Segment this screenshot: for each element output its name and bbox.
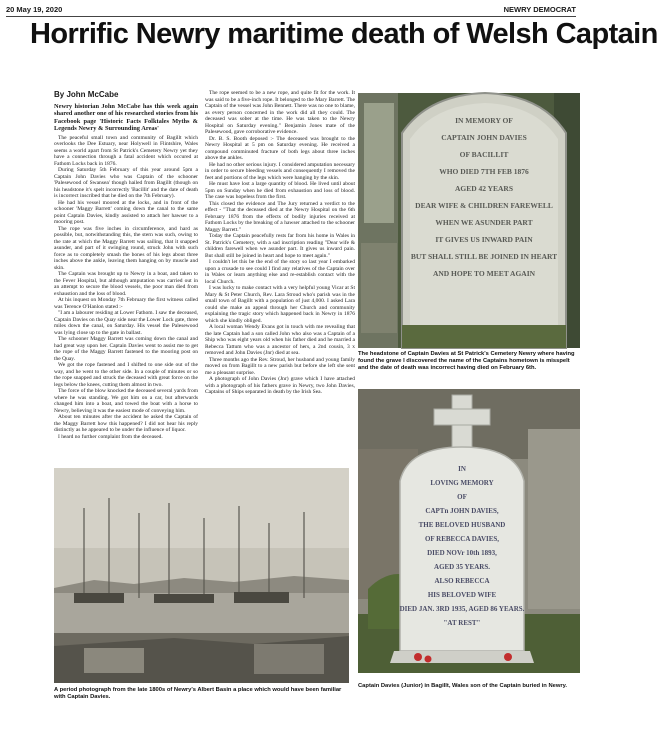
article-column-1 bbox=[54, 90, 198, 465]
column-2-body bbox=[205, 90, 355, 396]
paragraph: The force of the blow knocked the deceased several yards from where he was standing. We got him on a car, but afterwards changed him into a boat, and towed the boat with a horse to Newry, believing it was the easiest mode of conveying him. bbox=[54, 388, 198, 414]
paragraph: A photograph of John Davies (Jnr) grave which I have attached with a photograph of his fathers grave in Newry, two John Davies, Captains of Ships separated in death by the Irish Sea. bbox=[205, 376, 355, 395]
grave-photo bbox=[358, 389, 580, 673]
inscription-line: HIS BELOVED WIFE bbox=[427, 591, 497, 599]
intro-paragraph: Newry historian John McCabe has this week again shared another one of his researched stories from his Facebook page 'Historic Facts Folktales Myths & Legends Newry & Surrounding Areas' bbox=[54, 103, 198, 133]
paragraph: During Saturday 5th February of this year around 5pm a Captain John Davies who was Captain of the schooner 'Palesewood of Swansea' though hailed from Bagillt (though on his headstone it's spelt incorrectly 'Bacillit' and the date of death is incorrect inscribed that he died on the 7th February). bbox=[54, 167, 198, 200]
inscription-line: IT GIVES US INWARD PAIN bbox=[435, 235, 533, 244]
paragraph: He had his vessel moored at the locks, and in front of the schooner 'Maggy Barrett' coming down the canal to the same point Captain Davies, kindly assisted to attach her hawser to a mooring post. bbox=[54, 199, 198, 226]
paragraph: Dr. B. S. Booth deposed :- The deceased was brought to the Newry Hospital at 5 pm on Saturday evening. He received a compound comminuted fracture of both legs about three inches above the ankles. bbox=[205, 135, 355, 161]
byline: By John McCabe bbox=[54, 90, 119, 99]
inscription-line: "AT REST" bbox=[443, 619, 481, 627]
inscription-line: WHEN WE ASUNDER PART bbox=[435, 218, 533, 227]
inscription-line: IN bbox=[458, 465, 466, 473]
inscription-line: AGED 35 YEARS. bbox=[434, 563, 490, 571]
inscription-line: ALSO REBECCA bbox=[434, 577, 490, 585]
inscription-line: THE BELOVED HUSBAND bbox=[418, 521, 506, 529]
inscription-line: OF BACILLIT bbox=[459, 150, 509, 159]
inscription-line: AGED 42 YEARS bbox=[454, 184, 514, 193]
paragraph: At his inquest on Monday 7th February the first witness called was Terence O'Hanlon stated :- bbox=[54, 297, 198, 310]
inscription-line: DIED NOVr 10th 1893, bbox=[427, 549, 497, 557]
inscription-line: DIED JAN. 3RD 1935, AGED 86 YEARS. bbox=[399, 605, 525, 613]
headline: Horrific Newry maritime death of Welsh Captain bbox=[30, 18, 658, 50]
page-header bbox=[6, 2, 576, 17]
paragraph: I was lucky to make contact with a very helpful young Vicar at St Mary & St Peter Church, Rev. Lara Stroud who's parish was in the small town of Bagillt with a population of just 4,000. I asked Lara could she make an appeal through her Church and community explaining the tragic story which happened back in Newry in 1876 which she kindly obliged. bbox=[205, 285, 355, 324]
inscription-line: WHO DIED 7TH FEB 1876 bbox=[439, 167, 529, 176]
paragraph: Three months ago the Rev. Stroud, her husband and young family moved on from Bagillt to a new parish but before she left she sent me a pleasant surprise. bbox=[205, 356, 355, 376]
paragraph: Today the Captain peacefully rests far from his home in Wales in St. Patrick's Cemetery, with a sad inscription reading "Dear wife & children farewell when we asunder part. It gives us inward pain. But shall still be joined in heart and hope to meet again." bbox=[205, 233, 355, 259]
albert-basin-photo bbox=[54, 468, 349, 683]
paragraph: This closed the evidence and The Jury returned a verdict to the effect - "That the deceased died at the Newry Hospital on the 6th February 1876 from the effects of bodily injuries received at Fathom Locks by the breaking of a hawser attached to the schooner Maggy Barrett." bbox=[205, 200, 355, 233]
inscription-line: IN MEMORY OF bbox=[455, 116, 513, 125]
page-date: 20 May 19, 2020 bbox=[6, 4, 63, 14]
masthead: NEWRY DEMOCRAT bbox=[503, 4, 576, 14]
paragraph: The schooner Maggy Barrett was coming down the canal and had great way upon her. Captain Davies went to assist me to get the rope of the Maggy Barrett fastened to the mooring post on the Quay. bbox=[54, 336, 198, 362]
paragraph: I couldn't let this be the end of the story so last year I embarked upon a crusade to see could I find any relatives of the Captain over in Wales or learn anything else and re-establish contact with the local Church. bbox=[205, 259, 355, 285]
grave-caption: Captain Davies (Junior) in Bagillt, Wales son of the Captain buried in Newry. bbox=[358, 683, 568, 689]
headstone-photo bbox=[358, 93, 580, 348]
headstone-caption: The headstone of Captain Davies at St Patrick's Cemetery Newry where having found the grave I discovered the name of the Captains hometown is misspelt and the date of death was incorrect having died on February 6th. bbox=[358, 351, 575, 371]
inscription-line: DEAR WIFE & CHILDREN FAREWELL bbox=[415, 201, 553, 210]
albert-basin-caption: A period photograph from the late 1800s of Newry's Albert Basin a place which would have been familiar with Captain Davies. bbox=[54, 687, 342, 700]
paragraph: The peaceful small town and community of Bagillt which overlooks the Dee Estuary, near Holywell in Flintshire, Wales seems a world apart from St Patrick's Cemetery Newry yet they have a connection through a fatal accident which occured at Fathom Locks back in 1876. bbox=[54, 134, 198, 167]
article-column-2 bbox=[205, 90, 355, 465]
paragraph: He must have lost a large quantity of blood. He lived until about 5pm on Sunday when he died from exhaustion and loss of blood. The case was hopeless from the first. bbox=[205, 181, 355, 200]
inscription-line: BUT SHALL STILL BE JOINED IN HEART bbox=[410, 252, 558, 261]
paragraph: The rope was five inches in circumference, and hard as possible, but, notwithstanding this, the stern was such, owing to the rate at which the Maggy Barrett was sailing, that it snapped asunder, and part of it swinging round, struck John with such force as to completely smash the bones of his legs about three inches above the ankle, leaving them hanging on by muscle and skin. bbox=[54, 225, 198, 271]
inscription-line: AND HOPE TO MEET AGAIN bbox=[432, 269, 536, 278]
paragraph: The rope seemed to be a new rope, and quite fit for the work. It was said to be a five-inch rope. It belonged to the Mary Barrett. The Captain of the vessel was John Bennett. There was no one to blame, as every person concerned in the work did all they could. The deceased was sober at the time. He was taken to the Newry Hospital on Saturday evening." Benjamin Jones mate of the Palesewood, gave corroborative evidence. bbox=[205, 90, 355, 135]
paragraph: "I am a labourer residing at Lower Fathom. I saw the deceased, Captain Davies on the Quay side near the Lower Lock gate, three miles down the canal, on Saturday. His vessel the Palesewood was lying close up to the gate in ballast. bbox=[54, 310, 198, 336]
paragraph: He had no other serious injury. I considered amputation necessary in order to secure bleeding vessels and consequently I removed the feet and portions of the legs which were hanging by the skin. bbox=[205, 161, 355, 181]
column-1-body bbox=[54, 135, 198, 441]
paragraph: I heard no further complaint from the deceased. bbox=[58, 433, 163, 440]
paragraph: A local woman Wendy Evans got in touch with me revealing that the late Captain had a son called John who also was a Captain of a Ship who was eight years old when his father died and he married a Rebecca Tattum who was a ancestor of hers, a 2nd cousin, 3 x removed and John Davies (Jnr) died at sea. bbox=[205, 324, 355, 356]
paragraph: About ten minutes after the accident he asked the Captain of the Maggy Barrett how this happened? I did not hear his reply distinctly as he appeared to be under the influence of liquor. bbox=[54, 414, 198, 434]
inscription-line: CAPTAIN JOHN DAVIES bbox=[441, 133, 527, 142]
paragraph: We got the rope fastened and I shifted to one side out of the way, and he went to the other side. In a couple of minutes or so the rope snapped and struck the deceased with great force on the legs below the knees, cutting them almost in two. bbox=[54, 362, 198, 388]
inscription-line: LOVING MEMORY bbox=[430, 479, 494, 487]
inscription-line: CAPTn JOHN DAVIES, bbox=[425, 507, 499, 515]
paragraph: The Captain was brought up to Newry in a boat, and taken to the Fever Hospital, but although amputation was carried out in an attempt to secure the blood vessels, the poor man died from exhaustion and the loss of blood. bbox=[54, 271, 198, 297]
inscription-line: OF bbox=[457, 493, 467, 501]
inscription-line: OF REBECCA DAVIES, bbox=[424, 535, 500, 543]
